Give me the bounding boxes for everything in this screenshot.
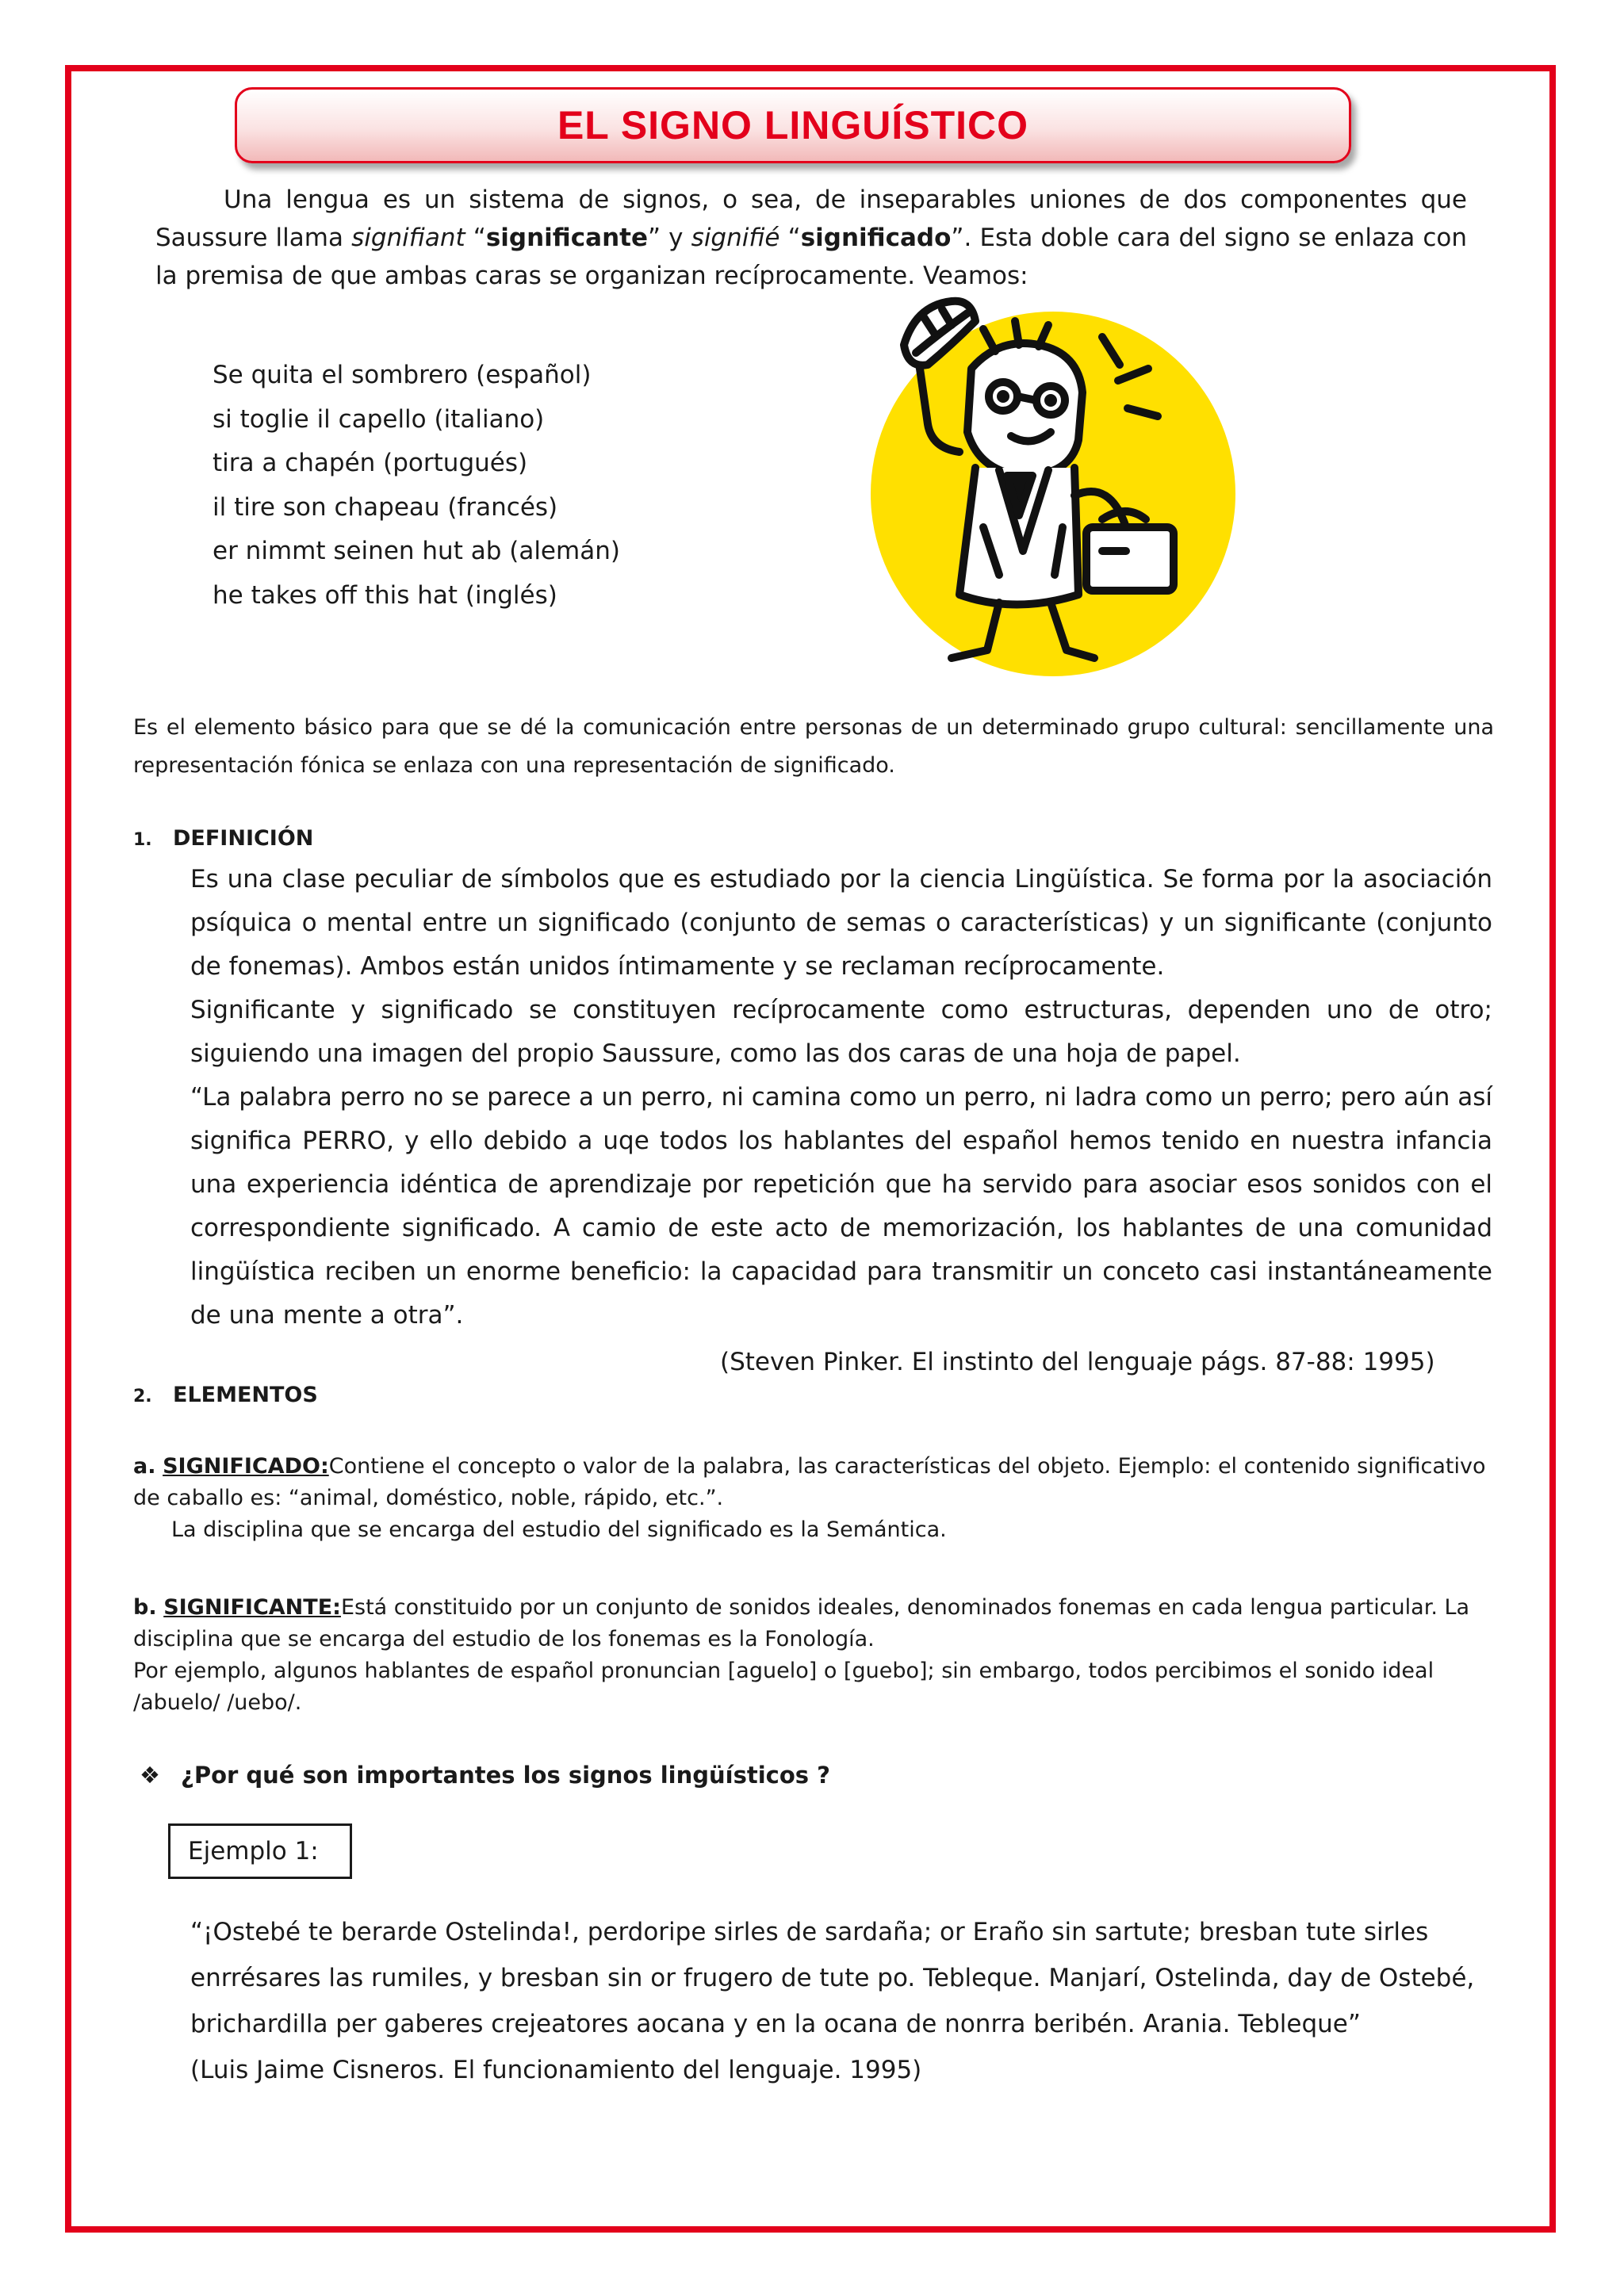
item-label: SIGNIFICANTE: <box>163 1595 341 1620</box>
hat-tipping-man-illustration <box>841 289 1285 678</box>
intro-text: ” y <box>647 224 691 252</box>
item-text: Está constituido por un conjunto de sonidos ideales, denominados fonemas en cada lengua particular. La disciplina que se encarga del estudio de los fonemas es la Fonología. <box>133 1595 1470 1651</box>
section-title: DEFINICIÓN <box>173 826 314 851</box>
example-line: Se quita el sombrero (español) <box>213 361 592 389</box>
item-subtext: La disciplina que se encarga del estudio del significado es la Semántica. <box>171 1517 947 1542</box>
example-line: tira a chapén (portugués) <box>213 449 528 477</box>
translation-examples <box>213 354 620 618</box>
term-signifiant: signifiant <box>351 224 465 252</box>
intro-text: “ <box>779 224 801 252</box>
example-quote <box>190 1909 1492 2093</box>
item-text: Contiene el concepto o valor de la palabra, las características del objeto. Ejemplo: el contenido significativo de caballo es: “animal, doméstico, noble, rápido, etc.”. <box>133 1454 1486 1510</box>
intro-paragraph <box>155 181 1467 295</box>
example-line: er nimmt seinen hut ab (alemán) <box>213 537 620 565</box>
term-significado: significado <box>800 224 952 252</box>
diamond-bullet-icon: ❖ <box>140 1762 160 1789</box>
pinker-quote: “La palabra perro no se parece a un perro, ni camina como un perro, ni ladra como un perro; pero aún así significa PERRO, y ello debido a uqe todos los hablantes del español hemos tenido en nuestra infancia una experiencia idéntica de aprendizaje por repetición que ha servido para asociar esos sonidos con el correspondiente significado. A camio de este acto de memorización, los hablantes de una comunidad lingüística reciben un enorme beneficio: la capacidad para transmitir un conceto casi instantáneamente de una mente a otra”. <box>190 1083 1492 1330</box>
item-significado <box>133 1451 1494 1546</box>
section-heading-definicion <box>133 826 313 851</box>
intro-text: “ <box>465 224 486 252</box>
why-question <box>140 1762 830 1789</box>
intro-text: Una lengua es un sistema de signos, o sea, de inseparables uniones de dos componentes que Saussure llama <box>155 186 1467 252</box>
section-title: ELEMENTOS <box>173 1383 318 1407</box>
intro-text: ”. Esta doble cara del signo se enlaza con la premisa de que ambas caras se organizan recíprocamente. Veamos: <box>155 224 1467 290</box>
quote-citation: (Luis Jaime Cisneros. El funcionamiento del lenguaje. 1995) <box>190 2056 922 2084</box>
question-text: ¿Por qué son importantes los signos lingüísticos ? <box>181 1762 830 1789</box>
term-significante: significante <box>485 224 648 252</box>
item-significante <box>133 1592 1494 1719</box>
section-number: 2. <box>133 1387 152 1406</box>
example-line: il tire son chapeau (francés) <box>213 492 558 522</box>
example-label-box: Ejemplo 1: <box>168 1823 352 1879</box>
definition-paragraph: Significante y significado se constituyen recíprocamente como estructuras, dependen uno de otro; siguiendo una imagen del propio Saussure, como las dos caras de una hoja de papel. <box>190 996 1492 1068</box>
example-line: si toglie il capello (italiano) <box>213 404 545 434</box>
item-text: Por ejemplo, algunos hablantes de español pronuncian [aguelo] o [guebo]; sin embargo, todos percibimos el sonido ideal /abuelo/ /uebo/. <box>133 1659 1434 1715</box>
item-letter: a. <box>133 1454 156 1479</box>
page-title: EL SIGNO LINGUÍSTICO <box>557 103 1029 147</box>
item-letter: b. <box>133 1595 157 1620</box>
title-banner <box>235 87 1351 163</box>
section-heading-elementos <box>133 1383 318 1407</box>
basic-element-paragraph: Es el elemento básico para que se dé la comunicación entre personas de un determinado grupo cultural: sencillamente una representación fónica se enlaza con una representación de significado. <box>133 715 1494 778</box>
section-number: 1. <box>133 830 152 850</box>
item-label: SIGNIFICADO: <box>163 1454 329 1479</box>
quote-text: “¡Ostebé te berarde Ostelinda!, perdoripe sirles de sardaña; or Eraño sin sartute; bresban tute sirles enrrésares las rumiles, y bresban sin or frugero de tute po. Tebleque. Manjarí, Ostelinda, day de Ostebé, brichardilla per gaberes crejeatores aocana y en la ocana de nonrra beribén. Arania. Tebleque” <box>190 1918 1475 2038</box>
definition-paragraph: Es una clase peculiar de símbolos que es estudiado por la ciencia Lingüística. Se forma por la asociación psíquica o mental entre un significado (conjunto de semas o características) y un significante (conjunto de fonemas). Ambos están unidos íntimamente y se reclaman recíprocamente. <box>190 865 1492 981</box>
pinker-citation: (Steven Pinker. El instinto del lenguaje págs. 87-88: 1995) <box>720 1348 1435 1376</box>
example-line: he takes off this hat (inglés) <box>213 580 557 610</box>
definition-body <box>190 858 1492 1337</box>
term-signifie: signifié <box>691 224 780 252</box>
